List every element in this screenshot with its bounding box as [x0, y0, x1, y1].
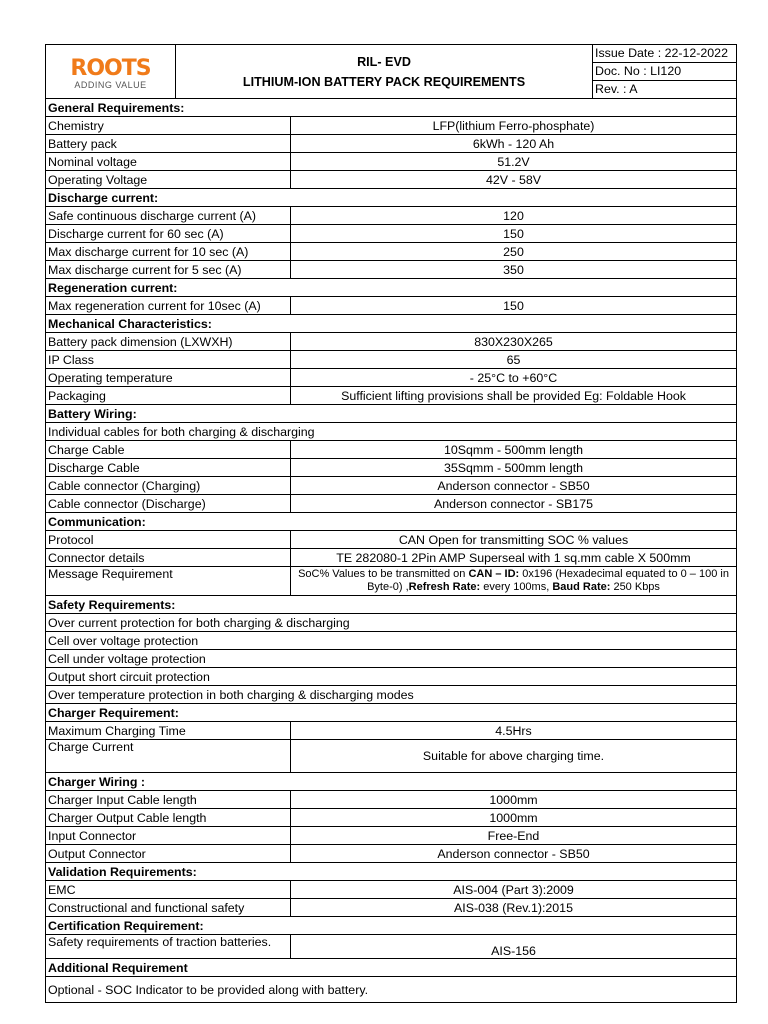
row-label: Discharge Cable: [46, 459, 291, 477]
row-value: 150: [291, 297, 737, 315]
section-header: [46, 99, 737, 117]
table-row: [46, 531, 737, 549]
section-header: [46, 189, 737, 207]
section-title: Regeneration current:: [46, 279, 737, 297]
table-row: [46, 791, 737, 809]
table-row: [46, 117, 737, 135]
document-title: [176, 45, 593, 99]
row-value: Suitable for above charging time.: [291, 740, 737, 773]
table-row: [46, 261, 737, 279]
table-row: [46, 845, 737, 863]
row-value: AIS-004 (Part 3):2009: [291, 881, 737, 899]
row-label: EMC: [46, 881, 291, 899]
table-row: [46, 477, 737, 495]
section-title: Charger Wiring :: [46, 773, 737, 791]
row-value: Sufficient lifting provisions shall be provided Eg: Foldable Hook: [291, 387, 737, 405]
revision: Rev. : A: [595, 82, 638, 96]
table-row: [46, 225, 737, 243]
row-label: Input Connector: [46, 827, 291, 845]
row-label: Connector details: [46, 549, 291, 567]
full-row-text: Individual cables for both charging & discharging: [46, 423, 737, 441]
roots-logo: [70, 58, 150, 90]
row-value: 1000mm: [291, 809, 737, 827]
full-row: [46, 632, 737, 650]
table-row: [46, 387, 737, 405]
full-row: [46, 686, 737, 704]
full-row-text: Optional - SOC Indicator to be provided along with battery.: [46, 977, 737, 1003]
section-title: Certification Requirement:: [46, 917, 737, 935]
issue-date: Issue Date : 22-12-2022: [593, 45, 736, 63]
logo-cell: [46, 45, 176, 99]
section-header: [46, 405, 737, 423]
row-label: Max discharge current for 10 sec (A): [46, 243, 291, 261]
row-label: Discharge current for 60 sec (A): [46, 225, 291, 243]
row-value: 150: [291, 225, 737, 243]
full-row: [46, 614, 737, 632]
title-line-2: LITHIUM-ION BATTERY PACK REQUIREMENTS: [242, 74, 526, 89]
section-header: [46, 773, 737, 791]
section-header: [46, 513, 737, 531]
section-header: [46, 279, 737, 297]
table-row: [46, 495, 737, 513]
row-value: LFP(lithium Ferro-phosphate): [291, 117, 737, 135]
row-label: Operating temperature: [46, 369, 291, 387]
section-title: Battery Wiring:: [46, 405, 737, 423]
table-row: [46, 207, 737, 225]
full-row: [46, 668, 737, 686]
section-header: [46, 315, 737, 333]
table-row: [46, 135, 737, 153]
message-text: 0x196 (Hexadecimal equated to 0 – 100 in Byte-0) ,: [367, 568, 729, 593]
row-label: Charge Cable: [46, 441, 291, 459]
row-value: 35Sqmm - 500mm length: [291, 459, 737, 477]
message-requirement-text: [291, 567, 737, 596]
row-value: 65: [291, 351, 737, 369]
row-label: Output Connector: [46, 845, 291, 863]
row-value: 120: [291, 207, 737, 225]
section-title: Mechanical Characteristics:: [46, 315, 737, 333]
full-row-text: Cell over voltage protection: [46, 632, 737, 650]
message-key: CAN – ID:: [468, 568, 520, 580]
row-label: Packaging: [46, 387, 291, 405]
row-label: Protocol: [46, 531, 291, 549]
message-requirement-row: [46, 567, 737, 596]
document-meta: [593, 45, 737, 99]
row-label: Maximum Charging Time: [46, 722, 291, 740]
section-title: Validation Requirements:: [46, 863, 737, 881]
row-label: Charger Output Cable length: [46, 809, 291, 827]
requirements-sheet: [45, 44, 736, 1003]
row-label: Chemistry: [46, 117, 291, 135]
table-row: [46, 351, 737, 369]
row-value: 830X230X265: [291, 333, 737, 351]
row-label: Max regeneration current for 10sec (A): [46, 297, 291, 315]
row-value: CAN Open for transmitting SOC % values: [291, 531, 737, 549]
row-value: 42V - 58V: [291, 171, 737, 189]
full-row-text: Cell under voltage protection: [46, 650, 737, 668]
table-row: [46, 153, 737, 171]
table-row: [46, 740, 737, 773]
row-value: 6kWh - 120 Ah: [291, 135, 737, 153]
table-row: [46, 549, 737, 567]
row-label: Constructional and functional safety: [46, 899, 291, 917]
section-title: Charger Requirement:: [46, 704, 737, 722]
message-text: 250 Kbps: [610, 581, 660, 593]
section-header: [46, 959, 737, 977]
row-label: Message Requirement: [46, 567, 291, 596]
document-header: [46, 45, 737, 99]
row-value: 350: [291, 261, 737, 279]
row-value: 10Sqmm - 500mm length: [291, 441, 737, 459]
row-value: AIS-038 (Rev.1):2015: [291, 899, 737, 917]
section-title: Additional Requirement: [46, 959, 737, 977]
table-row: [46, 243, 737, 261]
full-row-text: Output short circuit protection: [46, 668, 737, 686]
section-header: [46, 596, 737, 614]
section-header: [46, 704, 737, 722]
table-row: [46, 369, 737, 387]
row-label: Cable connector (Discharge): [46, 495, 291, 513]
table-row: [46, 722, 737, 740]
full-row: [46, 423, 737, 441]
row-value: TE 282080-1 2Pin AMP Superseal with 1 sq.mm cable X 500mm: [291, 549, 737, 567]
row-value: 1000mm: [291, 791, 737, 809]
logo-wordmark: ROOTS: [70, 56, 151, 81]
table-row: [46, 333, 737, 351]
section-title: General Requirements:: [46, 99, 737, 117]
message-text: every 100ms,: [480, 581, 553, 593]
message-text: SoC% Values to be transmitted on: [298, 568, 469, 580]
row-label: Safe continuous discharge current (A): [46, 207, 291, 225]
section-header: [46, 917, 737, 935]
row-value: AIS-156: [291, 935, 737, 959]
message-key: Baud Rate:: [552, 581, 611, 593]
table-row: [46, 809, 737, 827]
table-row: [46, 459, 737, 477]
table-row: [46, 881, 737, 899]
row-label: Operating Voltage: [46, 171, 291, 189]
table-row: [46, 899, 737, 917]
table-row: [46, 441, 737, 459]
row-value: Anderson connector - SB50: [291, 845, 737, 863]
row-label: Charge Current: [46, 740, 291, 773]
row-label: Battery pack: [46, 135, 291, 153]
row-value: 51.2V: [291, 153, 737, 171]
message-key: Refresh Rate:: [408, 581, 481, 593]
row-value: 250: [291, 243, 737, 261]
row-label: Cable connector (Charging): [46, 477, 291, 495]
table-row: [46, 171, 737, 189]
full-row-text: Over current protection for both charging & discharging: [46, 614, 737, 632]
row-label: Nominal voltage: [46, 153, 291, 171]
table-row: [46, 935, 737, 959]
full-row: [46, 650, 737, 668]
row-value: Free-End: [291, 827, 737, 845]
section-title: Discharge current:: [46, 189, 737, 207]
row-label: Max discharge current for 5 sec (A): [46, 261, 291, 279]
row-label: Safety requirements of traction batteries.: [46, 935, 291, 959]
row-value: Anderson connector - SB175: [291, 495, 737, 513]
row-label: IP Class: [46, 351, 291, 369]
logo-tagline: ADDING VALUE: [74, 80, 147, 90]
table-row: [46, 827, 737, 845]
table-row: [46, 297, 737, 315]
requirements-table: [45, 44, 737, 1003]
title-line-1: RIL- EVD: [357, 54, 411, 69]
section-title: Safety Requirements:: [46, 596, 737, 614]
doc-number: Doc. No : LI120: [593, 63, 736, 81]
full-row-text: Over temperature protection in both charging & discharging modes: [46, 686, 737, 704]
full-row: [46, 977, 737, 1003]
section-header: [46, 863, 737, 881]
section-title: Communication:: [46, 513, 737, 531]
row-value: Anderson connector - SB50: [291, 477, 737, 495]
row-value: - 25°C to +60°C: [291, 369, 737, 387]
row-label: Charger Input Cable length: [46, 791, 291, 809]
row-label: Battery pack dimension (LXWXH): [46, 333, 291, 351]
row-value: 4.5Hrs: [291, 722, 737, 740]
